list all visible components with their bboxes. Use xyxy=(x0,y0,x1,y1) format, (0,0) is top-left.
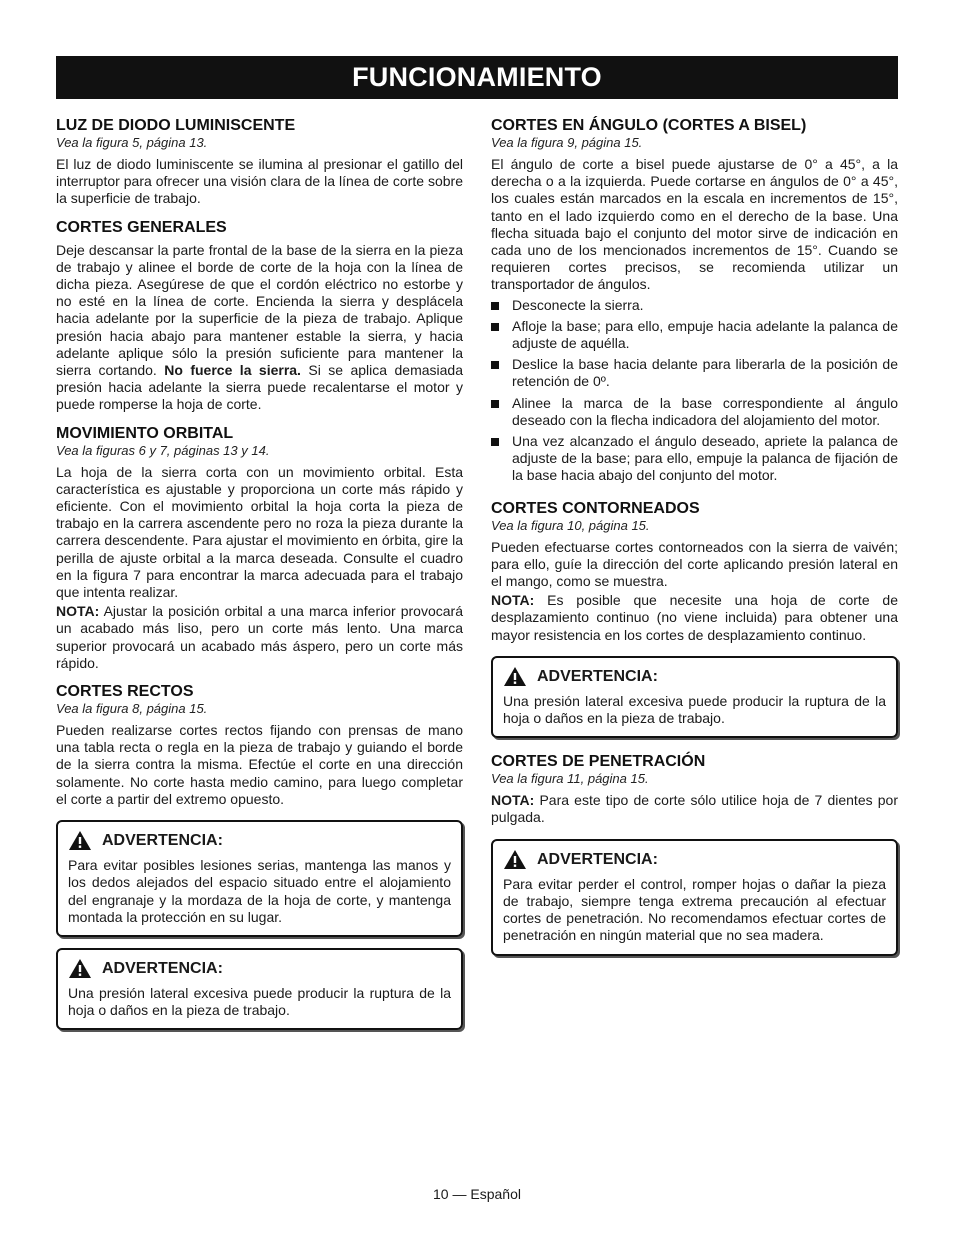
list-item-text: Una vez alcanzado el ángulo deseado, apriete la palanca de adjuste de la base; para ello, empuje la palanca de fijación de la base hacia abajo del conjunto del motor. xyxy=(512,433,898,484)
list-item-text: Desconecte la sierra. xyxy=(512,296,644,313)
warning-box xyxy=(56,820,463,937)
body-text: Pueden efectuarse cortes contorneados con la sierra de vaivén; para ello, guíe la dirección del corte aplicando presión lateral en el mango, como se muestra. xyxy=(491,538,898,590)
section-movimiento-orbital xyxy=(56,424,463,672)
note-text xyxy=(491,592,898,644)
warning-triangle-icon xyxy=(503,666,527,687)
page-title-banner xyxy=(56,56,898,99)
list-item-text: Alinee la marca de la base correspondiente al ángulo deseado con la flecha indicadora del alojamiento del motor. xyxy=(512,394,898,428)
note-body: Es posible que necesite una hoja de corte de desplazamiento continuo (no viene incluida) para obtener una mayor resistencia en los cortes de desplazamiento continuo. xyxy=(491,592,898,643)
section-luz-diodo xyxy=(56,116,463,208)
warning-text: Para evitar posibles lesiones serias, mantenga las manos y los dedos alejados del espacio situado entre el alojamiento del engranaje y la mordaza de la hoja de corte, y mantenga montada la protección en su lugar. xyxy=(68,857,451,925)
note-text xyxy=(491,792,898,826)
right-column xyxy=(491,116,898,956)
bullet-list xyxy=(491,297,898,485)
page-title: FUNCIONAMIENTO xyxy=(352,62,602,92)
note-body: Ajustar la posición orbital a una marca inferior provocará un acabado más liso, pero un corte más lento. Una marca superior provocará un acabado más áspero, pero un corte más rápido. xyxy=(56,603,463,671)
warning-box xyxy=(56,948,463,1030)
note-label: NOTA: xyxy=(491,792,535,809)
figure-reference: Vea la figura 8, página 15. xyxy=(56,701,208,717)
page-number: 10 — Español xyxy=(433,1186,521,1202)
list-item xyxy=(491,297,898,314)
figure-reference: Vea la figura 11, página 15. xyxy=(491,771,649,787)
left-column xyxy=(56,116,463,1030)
warning-title: ADVERTENCIA: xyxy=(102,832,223,850)
list-item-text: Deslice la base hacia delante para liberarla de la posición de retención de 0º. xyxy=(512,356,898,390)
warning-title: ADVERTENCIA: xyxy=(537,667,658,685)
emphasis-text: No fuerce la sierra. xyxy=(164,362,301,379)
warning-header xyxy=(68,958,451,979)
figure-reference: Vea la figura 9, página 15. xyxy=(491,135,643,150)
section-cortes-penetracion xyxy=(491,752,898,826)
figure-reference: Vea la figura 10, página 15. xyxy=(491,517,650,533)
warning-header xyxy=(503,849,886,870)
warning-header xyxy=(503,666,886,687)
section-heading: LUZ DE DIODO LUMINISCENTE xyxy=(56,117,296,134)
body-text: El luz de diodo luminiscente se ilumina al presionar el gatillo del interruptor para ofrecer una visión clara de la línea de corte sobre la superficie de trabajo. xyxy=(56,156,463,207)
warning-text: Una presión lateral excesiva puede producir la ruptura de la hoja o daños en la pieza de trabajo. xyxy=(503,692,886,727)
list-item xyxy=(491,433,898,485)
warning-box xyxy=(491,839,898,956)
warning-triangle-icon xyxy=(68,958,92,979)
section-heading: CORTES GENERALES xyxy=(56,218,227,236)
section-cortes-generales xyxy=(56,218,463,414)
warning-text: Para evitar perder el control, romper hojas o dañar la pieza de trabajo, siempre tenga extrema precaución al efectuar cortes de penetración. No recomendamos efectuar cortes de penetración en ningún material que no sea madera. xyxy=(503,875,886,944)
body-text: Pueden realizarse cortes rectos fijando con prensas de mano una tabla recta o regla en la pieza de trabajo y guiando el borde de la sierra contra la misma. Efectúe el corte en una dirección solamente. No corte hasta medio camino, para luego completar el corte a partir del extremo opuesto. xyxy=(56,722,463,807)
body-text-part: Si se aplica demasiada presión hacia adelante la sierra puede recalentarse el motor y puede romperse la hoja de corte. xyxy=(56,362,463,413)
section-cortes-contorneados xyxy=(491,499,898,644)
section-cortes-bisel xyxy=(491,116,898,485)
warning-title: ADVERTENCIA: xyxy=(537,850,658,868)
section-heading: CORTES RECTOS xyxy=(56,683,194,701)
section-heading: CORTES CONTORNEADOS xyxy=(491,499,700,517)
section-heading: CORTES EN ÁNGULO (CORTES A BISEL) xyxy=(491,117,807,134)
list-item-text: Afloje la base; para ello, empuje hacia adelante la palanca de adjuste de aquélla. xyxy=(512,317,898,352)
warning-triangle-icon xyxy=(68,830,92,851)
figure-reference: Vea la figuras 6 y 7, páginas 13 y 14. xyxy=(56,442,270,458)
warning-box xyxy=(491,656,898,738)
body-text: La hoja de la sierra corta con un movimiento orbital. Esta característica es ajustable y proporciona un corte más rápido y eficiente. Con el movimiento orbital la hoja corta la pieza de trabajo en la carrera ascendente pero no roza la pieza durante la carrera descendente. Para ajustar el movimiento en órbita, gire la perilla de ajuste orbital a la marca deseada. Consulte el cuadro en la figura 7 para encontrar la marca adecuada para el trabajo que intenta realizar. xyxy=(56,463,463,601)
body-text: El ángulo de corte a bisel puede ajustarse de 0° a 45°, a la derecha o a la izquierda. Puede cortarse en ángulos de 0° a 45°, los cuales están marcados en la escala en incrementos de 15°, tanto en el lado izquierdo como en el derecho de la base. Una flecha situada bajo el conjunto del motor sirve de indicación en cada uno de los mencionados incrementos de 15°. Cuando se requieren cortes precisos, se recomienda utilizar un transportador de ángulos. xyxy=(491,156,898,293)
note-body: Para este tipo de corte sólo utilice hoja de 7 dientes por pulgada. xyxy=(491,792,898,826)
note-label: NOTA: xyxy=(56,603,100,620)
note-label: NOTA: xyxy=(491,592,535,609)
warning-triangle-icon xyxy=(503,849,527,870)
bullet-square-icon xyxy=(491,302,499,310)
list-item xyxy=(491,318,898,352)
body-text-part: Deje descansar la parte frontal de la base de la sierra en la pieza de trabajo y alinee el borde de corte de la hoja con la línea de dicha pieza. Asegúrese de que el cordón eléctrico no estorbe y no esté en la línea de corte. Encienda la sierra y desplácela hacia adelante por la superficie de la pieza de trabajo. Aplique presión hacia abajo para mantener estable la sierra, y hacia adelante aplique sólo la presión suficiente para mantener la sierra cortando. xyxy=(56,241,463,379)
bullet-square-icon xyxy=(491,400,499,408)
list-item xyxy=(491,395,898,429)
warning-title: ADVERTENCIA: xyxy=(102,959,223,977)
warning-header xyxy=(68,830,451,851)
figure-reference: Vea la figura 5, página 13. xyxy=(56,135,208,150)
note-text xyxy=(56,603,463,672)
page-footer xyxy=(0,1186,954,1203)
section-heading: CORTES DE PENETRACIÓN xyxy=(491,753,706,771)
body-text xyxy=(56,242,463,414)
warning-text: Una presión lateral excesiva puede producir la ruptura de la hoja o daños en la pieza de trabajo. xyxy=(68,984,451,1019)
list-item xyxy=(491,356,898,390)
section-heading: MOVIMIENTO ORBITAL xyxy=(56,424,234,442)
bullet-square-icon xyxy=(491,361,499,369)
bullet-square-icon xyxy=(491,438,499,446)
bullet-square-icon xyxy=(491,323,499,331)
section-cortes-rectos xyxy=(56,682,463,808)
